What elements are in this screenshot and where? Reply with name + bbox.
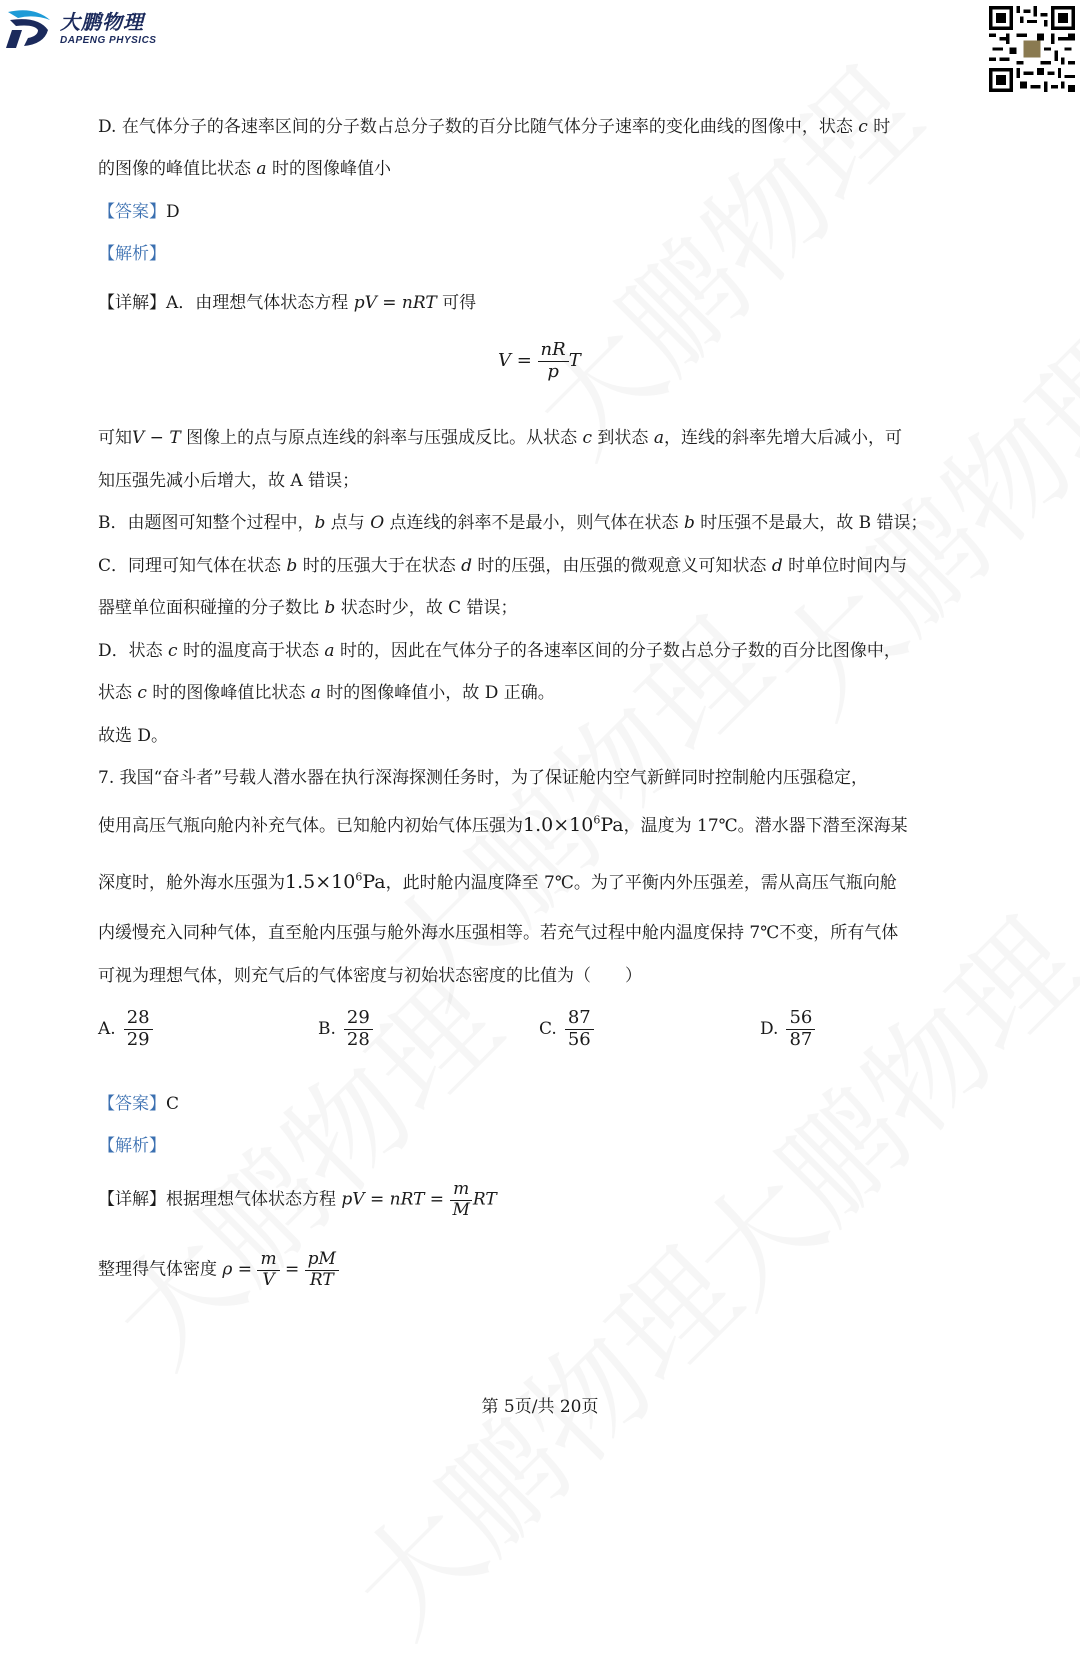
detail-a-line-2: 知压强先减小后增大，故 A 错误； [98, 471, 360, 491]
detail-a-line-1: 可知V − T 图像上的点与原点连线的斜率与压强成反比。从状态 c 到状态 a，连线的斜率先增大后减小，可 [98, 428, 902, 448]
question-7-line-1: 7. 我国“奋斗者”号载人潜水器在执行深海探测任务时，为了保证舱内空气新鲜同时控制舱内压强稳定， [98, 768, 869, 788]
option-d-line-1: D. 在气体分子的各速率区间的分子数占总分子数的百分比随气体分子速率的变化曲线的图像中，状态 c 时 [98, 117, 891, 137]
detail-c-line-1: C．同理可知气体在状态 b 时的压强大于在状态 d 时的压强，由压强的微观意义可知状态 d 时单位时间内与 [98, 556, 908, 576]
detail-d-line-2: 状态 c 时的图像峰值比状态 a 时的图像峰值小，故 D 正确。 [98, 683, 555, 703]
option-c: C. $\frac{87}{56}$ [539, 1008, 594, 1050]
answer-2: 【答案】C [98, 1094, 180, 1114]
logo-title: 大鹏物理 [60, 10, 144, 34]
answer-1: 【答案】D [98, 202, 180, 222]
detail-c-line-2: 器壁单位面积碰撞的分子数比 b 状态时少，故 C 错误； [98, 598, 518, 618]
detail-d-line-1: D．状态 c 时的温度高于状态 a 时的，因此在气体分子的各速率区间的分子数占总分子数的百分比图像中， [98, 641, 901, 661]
option-d-line-2: 的图像的峰值比状态 a 时的图像峰值小 [98, 159, 391, 179]
watermark [309, 1205, 770, 1666]
analysis-tag-1: 【解析】 [98, 244, 166, 264]
question-7-line-4: 内缓慢充入同种气体，直至舱内压强与舱外海水压强相等。若充气过程中舱内温度保持 7℃不变，所有气体 [98, 923, 899, 943]
option-a: A. $\frac{28}{29}$ [98, 1008, 153, 1050]
detail-1-line: 【详解】A．由理想气体状态方程 pV = nRT 可得 [98, 293, 477, 313]
option-d: D. $\frac{56}{87}$ [760, 1008, 815, 1050]
question-7-line-5: 可视为理想气体，则充气后的气体密度与初始状态密度的比值为（ ） [98, 966, 642, 986]
dapeng-logo [4, 6, 156, 52]
equation-v-nr-p-t: V = $\frac{nR}{p}$ T [498, 339, 581, 382]
detail-2-line: 【详解】根据理想气体状态方程 pV = nRT = $\frac{m}{M}$ RT [98, 1179, 497, 1220]
question-7-line-2: 使用高压气瓶向舱内补充气体。已知舱内初始气体压强为$1.0\times 10^6Pa$，温度为 17℃。潜水器下潜至深海某 [98, 813, 908, 836]
analysis-tag-2: 【解析】 [98, 1136, 166, 1156]
watermark [489, 25, 950, 486]
dapeng-logo-icon [4, 6, 56, 52]
watermark [69, 935, 530, 1396]
detail-3-line: 整理得气体密度 ρ = $\frac{m}{V}$ = $\frac{pM}{RT}$ [98, 1250, 339, 1290]
logo-subtitle: DAPENG PHYSICS [60, 35, 157, 46]
answer-tag: 【答案】 [98, 202, 166, 222]
question-7-line-3: 深度时，舱外海水压强为$1.5\times 10^6Pa$，此时舱内温度降至 7℃。为了平衡内外压强差，需从高压气瓶向舱 [98, 870, 897, 893]
choose-d-line: 故选 D。 [98, 726, 169, 746]
option-b: B. $\frac{29}{28}$ [318, 1008, 373, 1050]
page-number: 第 5页/共 20页 [481, 1397, 599, 1417]
watermark [649, 875, 1080, 1336]
detail-b-line: B．由题图可知整个过程中，b 点与 O 点连线的斜率不是最小，则气体在状态 b 时压强不是最大，故 B 错误； [98, 513, 928, 533]
qr-code-icon [989, 6, 1075, 92]
